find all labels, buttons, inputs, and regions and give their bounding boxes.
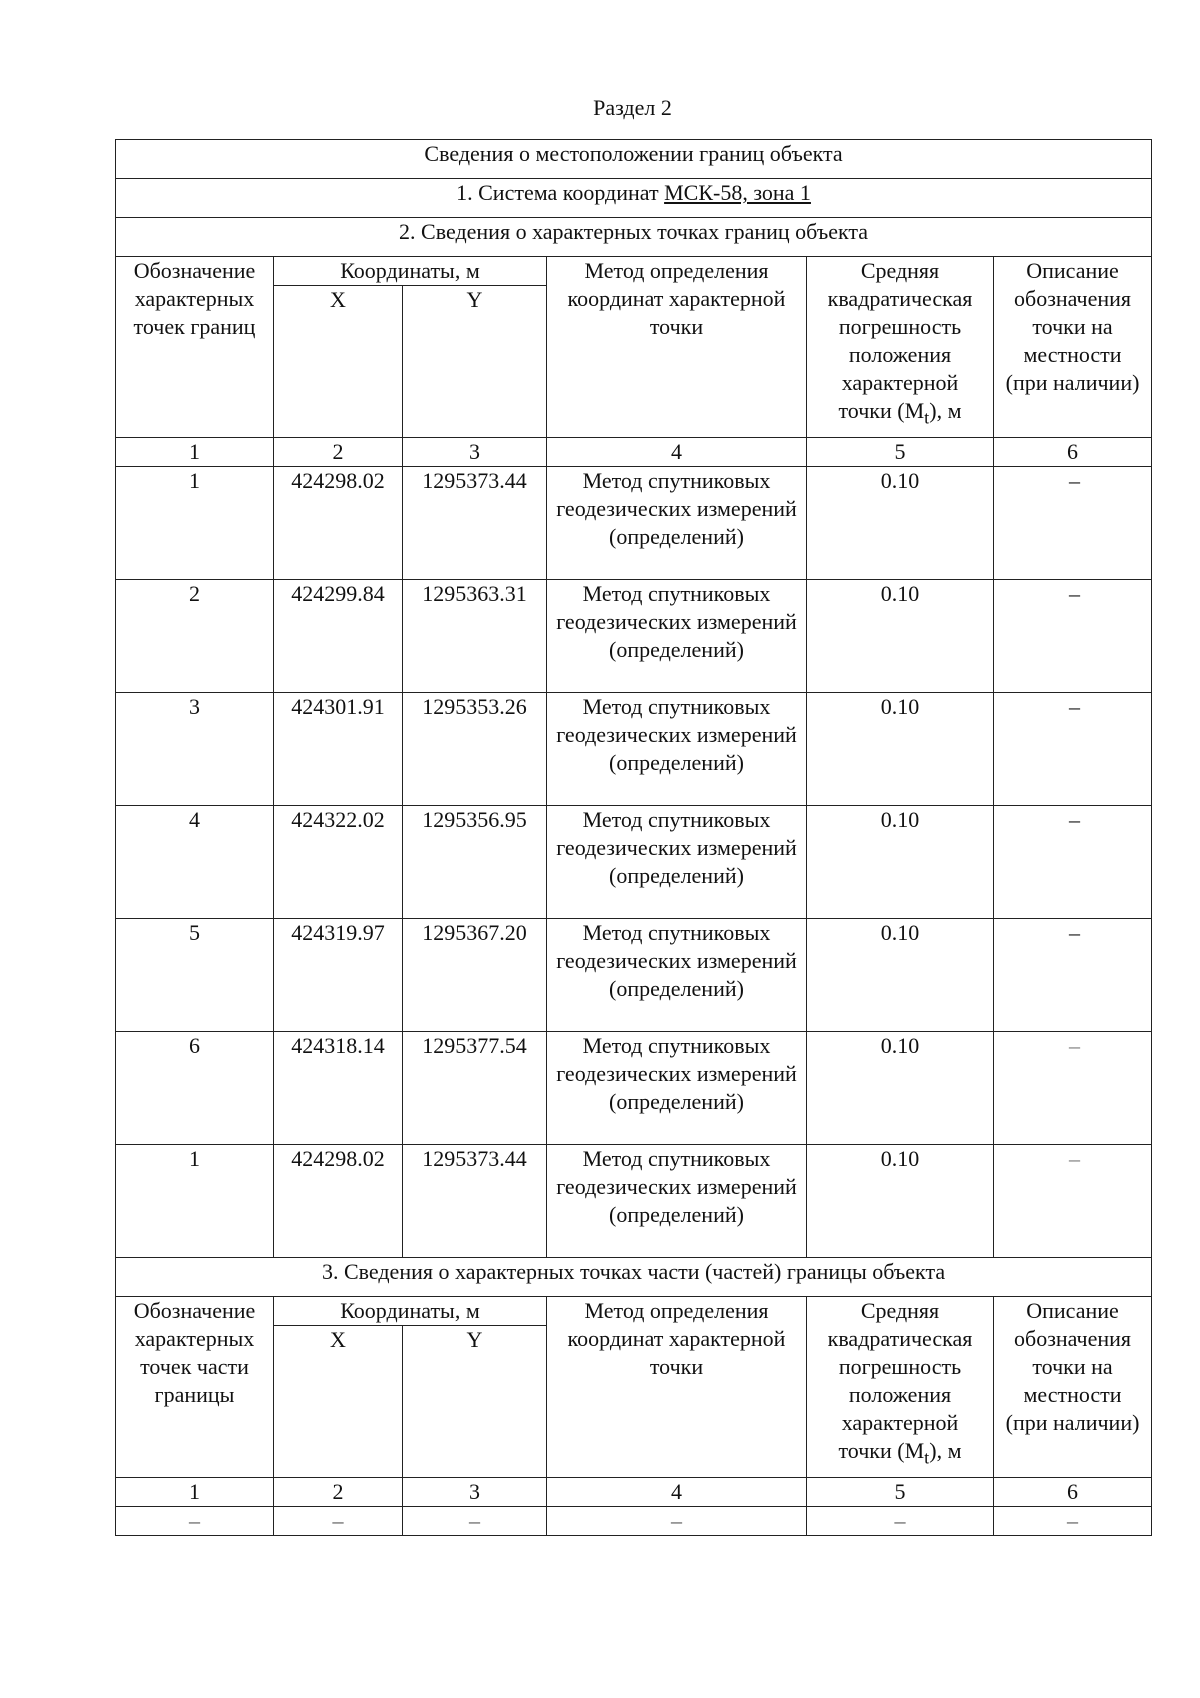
point-description: –	[994, 1145, 1152, 1258]
table-title: Сведения о местоположении границ объекта	[116, 140, 1152, 179]
point-description: –	[994, 580, 1152, 693]
coordinate-system-value: МСК-58, зона 1	[664, 180, 811, 205]
point-y: 1295377.54	[403, 1032, 547, 1145]
column-number: 1	[116, 1478, 274, 1507]
column-number: 5	[807, 438, 994, 467]
point-y: 1295363.31	[403, 580, 547, 693]
column-number: 5	[807, 1478, 994, 1507]
header-error-subscript: t	[924, 407, 930, 428]
subsection-3-title: 3. Сведения о характерных точках части (частей) границы объекта	[116, 1258, 1152, 1297]
point-y: –	[403, 1507, 547, 1536]
column-number: 6	[994, 438, 1152, 467]
point-x: 424298.02	[274, 1145, 403, 1258]
point-x: 424322.02	[274, 806, 403, 919]
point-x: 424299.84	[274, 580, 403, 693]
header-y-part: Y	[403, 1326, 547, 1478]
header-error-text: Средняя квадратическая погрешность положения характерной точки (M	[827, 258, 973, 423]
table-row	[116, 467, 1152, 580]
coordinate-system	[116, 179, 1152, 218]
coordinate-system-label: 1. Система координат	[456, 180, 659, 205]
column-number: 4	[547, 438, 807, 467]
table-row	[116, 1145, 1152, 1258]
point-x: 424301.91	[274, 693, 403, 806]
header-error-unit: ), м	[929, 398, 962, 423]
point-x: 424298.02	[274, 467, 403, 580]
header-method: Метод определения координат характерной точки	[547, 257, 807, 438]
header-error-unit: ), м	[929, 1438, 962, 1463]
header-description: Описание обозначения точки на местности (при наличии)	[994, 257, 1152, 438]
point-error: –	[807, 1507, 994, 1536]
point-id: –	[116, 1507, 274, 1536]
point-error: 0.10	[807, 580, 994, 693]
column-number: 2	[274, 1478, 403, 1507]
point-method: Метод спутниковых геодезических измерений (определений)	[547, 806, 807, 919]
point-method: Метод спутниковых геодезических измерений (определений)	[547, 693, 807, 806]
column-number-row	[116, 1478, 1152, 1507]
point-method: Метод спутниковых геодезических измерений (определений)	[547, 1145, 807, 1258]
point-method: –	[547, 1507, 807, 1536]
point-description: –	[994, 1032, 1152, 1145]
point-description: –	[994, 806, 1152, 919]
point-y: 1295373.44	[403, 467, 547, 580]
point-y: 1295373.44	[403, 1145, 547, 1258]
header-x-part: X	[274, 1326, 403, 1478]
header-error-part	[807, 1297, 994, 1478]
table-row	[116, 580, 1152, 693]
header-error	[807, 257, 994, 438]
point-error: 0.10	[807, 1032, 994, 1145]
point-id: 3	[116, 693, 274, 806]
point-method: Метод спутниковых геодезических измерений (определений)	[547, 1032, 807, 1145]
header-coordinates-part: Координаты, м	[274, 1297, 547, 1326]
point-method: Метод спутниковых геодезических измерений (определений)	[547, 467, 807, 580]
column-number: 3	[403, 1478, 547, 1507]
header-error-subscript: t	[924, 1447, 930, 1468]
table-row	[116, 693, 1152, 806]
section-label: Раздел 2	[593, 95, 672, 120]
column-number-row	[116, 438, 1152, 467]
table-row	[116, 919, 1152, 1032]
point-error: 0.10	[807, 806, 994, 919]
point-error: 0.10	[807, 467, 994, 580]
point-x: 424319.97	[274, 919, 403, 1032]
table-row	[116, 1032, 1152, 1145]
table-row	[116, 1507, 1152, 1536]
boundary-table	[115, 139, 1152, 1536]
point-y: 1295353.26	[403, 693, 547, 806]
header-x: X	[274, 286, 403, 438]
point-method: Метод спутниковых геодезических измерений (определений)	[547, 919, 807, 1032]
point-error: 0.10	[807, 919, 994, 1032]
column-number: 3	[403, 438, 547, 467]
subsection-2-title: 2. Сведения о характерных точках границ объекта	[116, 218, 1152, 257]
point-id: 1	[116, 467, 274, 580]
point-error: 0.10	[807, 693, 994, 806]
column-number: 4	[547, 1478, 807, 1507]
point-y: 1295356.95	[403, 806, 547, 919]
header-description-part: Описание обозначения точки на местности (при наличии)	[994, 1297, 1152, 1478]
table-row	[116, 806, 1152, 919]
point-x: –	[274, 1507, 403, 1536]
point-method: Метод спутниковых геодезических измерений (определений)	[547, 580, 807, 693]
header-method-part: Метод определения координат характерной точки	[547, 1297, 807, 1478]
point-id: 5	[116, 919, 274, 1032]
point-description: –	[994, 467, 1152, 580]
header-designation-part: Обозначение характерных точек части границы	[116, 1297, 274, 1478]
point-error: 0.10	[807, 1145, 994, 1258]
point-y: 1295367.20	[403, 919, 547, 1032]
header-error-text: Средняя квадратическая погрешность положения характерной точки (M	[827, 1298, 973, 1463]
point-id: 6	[116, 1032, 274, 1145]
point-id: 1	[116, 1145, 274, 1258]
column-number: 6	[994, 1478, 1152, 1507]
column-number: 1	[116, 438, 274, 467]
header-designation: Обозначение характерных точек границ	[116, 257, 274, 438]
point-id: 2	[116, 580, 274, 693]
point-x: 424318.14	[274, 1032, 403, 1145]
point-description: –	[994, 1507, 1152, 1536]
header-y: Y	[403, 286, 547, 438]
header-coordinates: Координаты, м	[274, 257, 547, 286]
boundary-table-body	[116, 140, 1152, 1536]
column-number: 2	[274, 438, 403, 467]
point-description: –	[994, 919, 1152, 1032]
point-description: –	[994, 693, 1152, 806]
point-id: 4	[116, 806, 274, 919]
